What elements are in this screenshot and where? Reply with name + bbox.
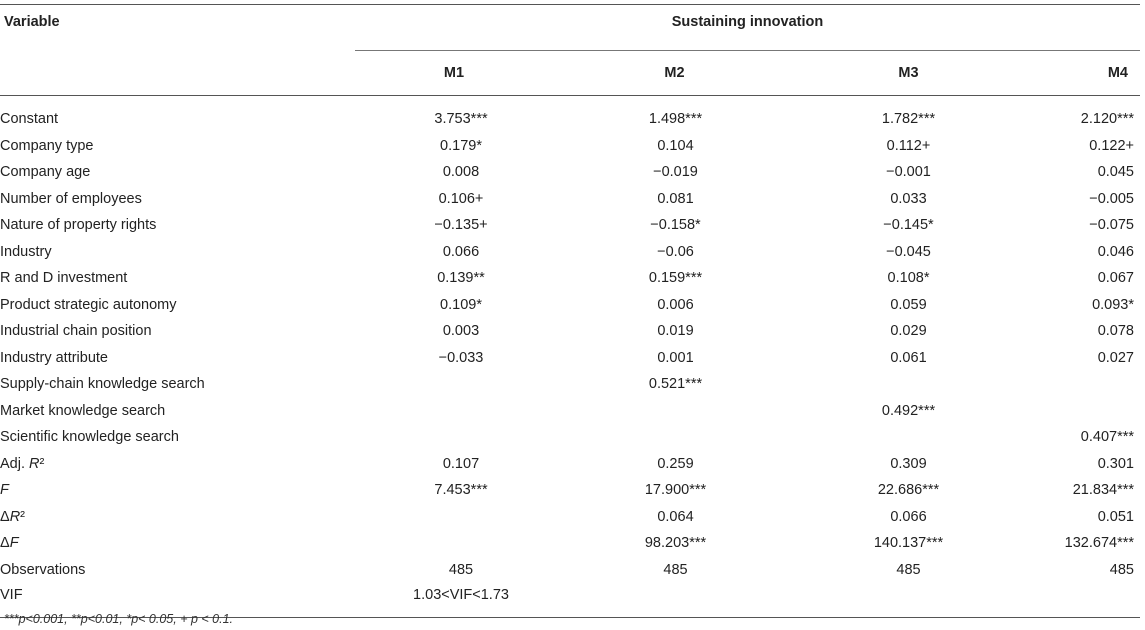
cell-m2 — [553, 398, 796, 425]
model-header-m2: M2 — [553, 51, 796, 96]
cell-m4: 0.122+ — [1089, 137, 1134, 154]
cell-m3 — [796, 424, 1021, 451]
cell-m3: 1.782*** — [881, 111, 936, 128]
cell-m1: 0.066 — [442, 243, 480, 260]
cell-m2: 0.001 — [657, 349, 694, 366]
cell-m2: 0.259 — [657, 455, 694, 472]
row-label: VIF — [0, 583, 355, 618]
table-row — [0, 424, 1140, 451]
cell-m2: 98.203*** — [644, 535, 707, 552]
cell-m3: 140.137*** — [873, 535, 944, 552]
spacer-row — [0, 96, 1140, 107]
table-row — [0, 239, 1140, 266]
cell-m3 — [796, 371, 1021, 398]
row-label: R and D investment — [0, 270, 128, 287]
cell-m4: 0.051 — [1097, 508, 1134, 525]
cell-m3: 22.686*** — [877, 482, 940, 499]
header-row-group — [0, 5, 1140, 51]
table-row — [0, 133, 1140, 160]
cell-m2: 0.006 — [657, 296, 694, 313]
cell-m4: 0.301 — [1097, 455, 1134, 472]
cell-m4: −0.005 — [1089, 190, 1134, 207]
row-label: Industry attribute — [0, 349, 108, 366]
cell-m4: 0.046 — [1097, 243, 1134, 260]
table-row — [0, 159, 1140, 186]
row-label: Adj. R² — [0, 455, 45, 472]
table-row — [0, 504, 1140, 531]
table-row — [0, 212, 1140, 239]
cell-m4: 0.045 — [1097, 164, 1134, 181]
table-row — [0, 477, 1140, 504]
variable-header: Variable — [0, 5, 355, 51]
cell-m1 — [355, 371, 553, 398]
cell-m2: 0.019 — [657, 323, 694, 340]
cell-m4: 2.120*** — [1080, 111, 1134, 128]
cell-m2: 0.064 — [657, 508, 694, 525]
regression-table — [0, 4, 1140, 618]
cell-m3: 485 — [896, 561, 921, 578]
cell-m4: 485 — [1109, 561, 1134, 578]
table-row — [0, 106, 1140, 133]
row-label: ΔR² — [0, 508, 26, 525]
table-row — [0, 265, 1140, 292]
cell-m1: 0.106+ — [438, 190, 484, 207]
cell-m2: 0.521*** — [648, 376, 703, 393]
row-label: Nature of property rights — [0, 217, 157, 234]
row-label: F — [0, 482, 9, 499]
cell-m4: 0.067 — [1097, 270, 1134, 287]
cell-m3: 0.492*** — [881, 402, 936, 419]
table-row — [0, 451, 1140, 478]
cell-m2: 0.081 — [657, 190, 694, 207]
cell-m3: 0.108* — [887, 270, 930, 287]
row-label: Number of employees — [0, 190, 142, 207]
cell-m1: 0.107 — [442, 455, 480, 472]
cell-m2 — [553, 583, 796, 618]
cell-m4: 0.027 — [1097, 349, 1134, 366]
cell-m1: 7.453*** — [434, 482, 488, 499]
significance-note: ***p<0.001, **p<0.01, *p< 0.05, + p < 0.1. — [4, 612, 234, 626]
cell-m3: 0.112+ — [886, 137, 931, 154]
row-label: Product strategic autonomy — [0, 296, 177, 313]
cell-m4: 0.093* — [1092, 296, 1134, 313]
model-header-m4: M4 — [1021, 51, 1140, 96]
cell-m1 — [355, 424, 553, 451]
cell-m3: 0.309 — [890, 455, 927, 472]
cell-m2: −0.019 — [653, 164, 698, 181]
cell-m1: 0.139** — [437, 270, 485, 287]
cell-m3: 0.061 — [890, 349, 927, 366]
cell-m3: 0.029 — [890, 323, 927, 340]
cell-m4 — [1021, 398, 1140, 425]
cell-m1: −0.135+ — [434, 217, 488, 234]
row-label: Constant — [0, 111, 59, 128]
table-row — [0, 318, 1140, 345]
cell-m1: 3.753*** — [434, 111, 488, 128]
cell-m2: 485 — [663, 561, 688, 578]
cell-m4: 132.674*** — [1064, 535, 1134, 552]
cell-m1: 1.03<VIF<1.73 — [355, 583, 553, 618]
cell-m2 — [553, 424, 796, 451]
cell-m1: 0.003 — [442, 323, 480, 340]
row-label: Market knowledge search — [0, 402, 166, 419]
table-row — [0, 371, 1140, 398]
cell-m2: −0.158* — [650, 217, 701, 234]
cell-m4: −0.075 — [1089, 217, 1134, 234]
table-row — [0, 345, 1140, 372]
cell-m4: 21.834*** — [1072, 482, 1134, 499]
cell-m1: 0.109* — [440, 296, 482, 313]
row-label: Industrial chain position — [0, 323, 152, 340]
cell-m1 — [355, 530, 553, 557]
cell-m3: −0.001 — [886, 164, 931, 181]
cell-m3: 0.033 — [890, 190, 927, 207]
table-row — [0, 186, 1140, 213]
empty-header — [0, 51, 355, 96]
cell-m4: 0.078 — [1097, 323, 1134, 340]
cell-m3: −0.145* — [883, 217, 934, 234]
cell-m1: 0.179* — [440, 137, 482, 154]
cell-m1: −0.033 — [438, 349, 484, 366]
cell-m2: −0.06 — [657, 243, 694, 260]
table-body — [0, 96, 1140, 618]
cell-m2: 17.900*** — [644, 482, 707, 499]
group-header: Sustaining innovation — [355, 5, 1140, 51]
row-label: Observations — [0, 561, 86, 578]
cell-m4: 0.407*** — [1080, 429, 1134, 446]
table-row — [0, 292, 1140, 319]
cell-m4 — [1021, 371, 1140, 398]
cell-m1 — [355, 398, 553, 425]
cell-m3 — [796, 583, 1021, 618]
row-label: Company age — [0, 164, 91, 181]
cell-m3: 0.059 — [890, 296, 927, 313]
cell-m3: 0.066 — [890, 508, 927, 525]
row-label: ΔF — [0, 535, 19, 552]
header-row-models — [0, 51, 1140, 96]
cell-m1 — [355, 504, 553, 531]
row-label: Company type — [0, 137, 94, 154]
cell-m3: −0.045 — [886, 243, 931, 260]
table-row — [0, 530, 1140, 557]
model-header-m3: M3 — [796, 51, 1021, 96]
cell-m1: 485 — [448, 561, 474, 578]
cell-m2: 0.159*** — [648, 270, 703, 287]
row-label: Supply-chain knowledge search — [0, 376, 205, 393]
cell-m4 — [1021, 583, 1140, 618]
row-label: Scientific knowledge search — [0, 429, 179, 446]
row-label: Industry — [0, 243, 52, 260]
cell-m2: 1.498*** — [648, 111, 703, 128]
table-row — [0, 398, 1140, 425]
table-row — [0, 557, 1140, 584]
cell-m2: 0.104 — [657, 137, 694, 154]
model-header-m1: M1 — [355, 51, 553, 96]
cell-m1: 0.008 — [442, 164, 480, 181]
